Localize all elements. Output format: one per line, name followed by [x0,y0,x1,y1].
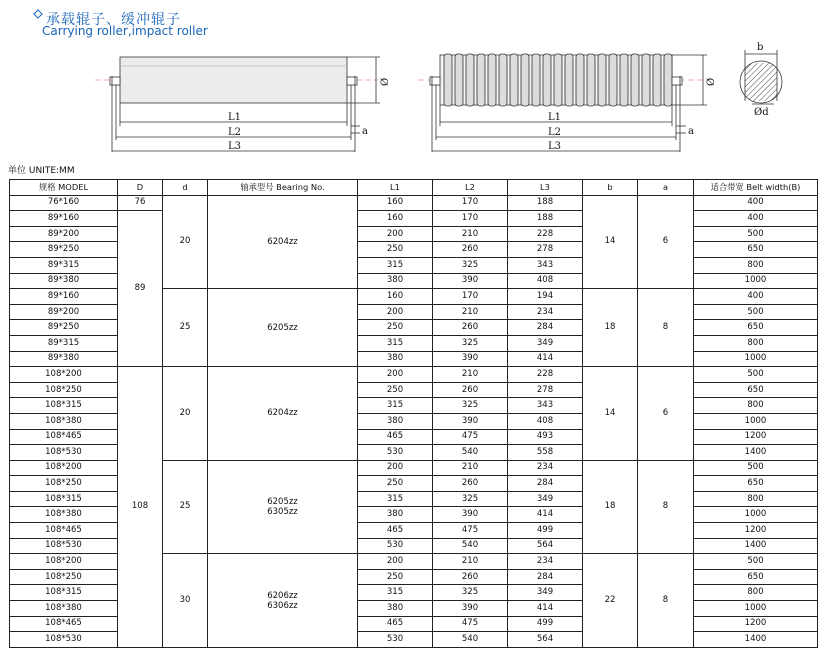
cell-d: 20 [163,367,208,461]
cell-l1: 465 [358,523,433,539]
cell-d: 25 [163,289,208,367]
cell-belt-width: 400 [694,211,818,227]
cell-l3: 408 [508,273,583,289]
cell-a: 8 [638,460,694,554]
cell-l3: 194 [508,289,583,305]
cell-l3: 414 [508,351,583,367]
cell-l1: 465 [358,429,433,445]
cell-model: 108*315 [10,585,118,601]
cell-model: 89*315 [10,257,118,273]
cell-l1: 200 [358,367,433,383]
left-a-label: a [362,126,368,137]
cell-model: 108*465 [10,429,118,445]
cell-l2: 260 [433,320,508,336]
cell-bearing: 6204zz [208,195,358,289]
unit-label: 单位 UNITE:MM [8,166,75,176]
mid-l3-label: L3 [548,141,562,152]
cell-l3: 234 [508,304,583,320]
cell-l1: 200 [358,460,433,476]
cell-l2: 210 [433,554,508,570]
th-l2: L2 [433,180,508,196]
cell-model: 108*465 [10,616,118,632]
cell-l3: 349 [508,491,583,507]
cell-l3: 499 [508,523,583,539]
cell-model: 89*250 [10,320,118,336]
cell-l1: 315 [358,398,433,414]
mid-l1-label: L1 [548,112,562,123]
cell-belt-width: 1000 [694,273,818,289]
cell-l3: 228 [508,367,583,383]
cell-model: 108*200 [10,554,118,570]
th-l1: L1 [358,180,433,196]
cell-belt-width: 500 [694,304,818,320]
left-l2-label: L2 [228,127,242,138]
cell-l2: 170 [433,195,508,211]
cell-belt-width: 800 [694,335,818,351]
cell-model: 89*160 [10,289,118,305]
cell-belt-width: 1000 [694,413,818,429]
cell-l2: 170 [433,211,508,227]
cell-l2: 210 [433,304,508,320]
cell-l1: 315 [358,585,433,601]
cell-l1: 250 [358,320,433,336]
cell-belt-width: 800 [694,491,818,507]
cell-bearing: 6204zz [208,367,358,461]
cell-b: 14 [583,195,638,289]
cell-l1: 530 [358,538,433,554]
cell-model: 108*250 [10,382,118,398]
cell-l3: 278 [508,382,583,398]
cell-model: 89*200 [10,226,118,242]
cell-l1: 380 [358,507,433,523]
cell-l1: 200 [358,554,433,570]
cell-l1: 250 [358,569,433,585]
cell-belt-width: 650 [694,569,818,585]
cell-l3: 558 [508,445,583,461]
cell-belt-width: 800 [694,257,818,273]
cell-l3: 349 [508,585,583,601]
table-row [10,195,818,211]
cell-l2: 325 [433,257,508,273]
cell-l3: 343 [508,257,583,273]
mid-phi-label: Ø [706,77,717,86]
cell-bearing: 6206zz 6306zz [208,554,358,648]
cell-l1: 380 [358,601,433,617]
cell-D: 76 [118,195,163,211]
cell-model: 108*530 [10,445,118,461]
cell-l3: 564 [508,538,583,554]
cell-bearing: 6205zz 6305zz [208,460,358,554]
cell-l2: 540 [433,538,508,554]
cell-l3: 278 [508,242,583,258]
cell-d: 30 [163,554,208,648]
section-b-label: b [757,42,764,53]
th-belt-width: 适合带宽 Belt width(B) [694,180,818,196]
cell-l3: 564 [508,632,583,648]
cell-model: 108*530 [10,632,118,648]
cell-belt-width: 500 [694,226,818,242]
cell-b: 14 [583,367,638,461]
cell-l1: 250 [358,382,433,398]
cell-l3: 414 [508,507,583,523]
th-l3: L3 [508,180,583,196]
left-l1-label: L1 [228,112,242,123]
cell-b: 18 [583,289,638,367]
cell-belt-width: 650 [694,476,818,492]
cell-b: 18 [583,460,638,554]
cell-l2: 475 [433,429,508,445]
cell-model: 108*380 [10,413,118,429]
cell-belt-width: 800 [694,585,818,601]
page-title-en: Carrying roller,impact roller [42,24,208,38]
cell-belt-width: 1200 [694,523,818,539]
cell-belt-width: 400 [694,289,818,305]
cell-belt-width: 1400 [694,445,818,461]
cell-model: 89*380 [10,351,118,367]
cell-l3: 408 [508,413,583,429]
cell-belt-width: 1000 [694,351,818,367]
th-a: a [638,180,694,196]
cell-belt-width: 500 [694,554,818,570]
cell-a: 8 [638,554,694,648]
cell-belt-width: 1200 [694,616,818,632]
cell-model: 89*250 [10,242,118,258]
cell-belt-width: 800 [694,398,818,414]
cell-belt-width: 650 [694,242,818,258]
cell-belt-width: 1200 [694,429,818,445]
cell-model: 76*160 [10,195,118,211]
th-D: D [118,180,163,196]
cell-l3: 284 [508,320,583,336]
cell-l1: 160 [358,289,433,305]
cell-l2: 260 [433,476,508,492]
mid-a-label: a [688,126,694,137]
cell-model: 108*250 [10,569,118,585]
cell-D: 108 [118,367,163,648]
cell-l3: 234 [508,554,583,570]
cell-l1: 380 [358,413,433,429]
spec-table [9,179,818,648]
page-title-cn: 承载辊子、缓冲辊子 [46,12,181,28]
cell-l2: 390 [433,351,508,367]
cell-model: 89*160 [10,211,118,227]
cell-l3: 414 [508,601,583,617]
left-phi-label: Ø [380,77,391,86]
cell-l1: 200 [358,304,433,320]
cell-b: 22 [583,554,638,648]
section-d-label: Ød [754,107,769,118]
cell-model: 108*315 [10,491,118,507]
cell-l2: 390 [433,413,508,429]
cell-l2: 260 [433,242,508,258]
cell-l3: 228 [508,226,583,242]
cell-l3: 493 [508,429,583,445]
cell-model: 89*315 [10,335,118,351]
cell-l1: 315 [358,257,433,273]
cell-belt-width: 1400 [694,632,818,648]
table-header-row [10,180,818,196]
cell-l1: 380 [358,273,433,289]
cell-l1: 160 [358,195,433,211]
cell-l3: 499 [508,616,583,632]
table-row [10,367,818,383]
cell-l2: 260 [433,569,508,585]
cell-l2: 210 [433,226,508,242]
cell-l3: 188 [508,195,583,211]
cell-l1: 380 [358,351,433,367]
cell-a: 6 [638,195,694,289]
cell-l3: 284 [508,569,583,585]
table-row [10,211,818,227]
cell-l2: 475 [433,616,508,632]
cell-l1: 250 [358,242,433,258]
cell-model: 108*380 [10,601,118,617]
cell-l2: 325 [433,585,508,601]
cell-l1: 200 [358,226,433,242]
cell-l2: 540 [433,445,508,461]
cell-D: 89 [118,211,163,367]
cell-model: 108*530 [10,538,118,554]
cell-l1: 530 [358,632,433,648]
cell-l2: 210 [433,367,508,383]
cell-d: 20 [163,195,208,289]
cell-l3: 349 [508,335,583,351]
cell-l1: 315 [358,335,433,351]
cell-belt-width: 1000 [694,601,818,617]
th-b: b [583,180,638,196]
cell-model: 89*200 [10,304,118,320]
th-d: d [163,180,208,196]
cell-l2: 325 [433,398,508,414]
cell-l1: 465 [358,616,433,632]
cell-l3: 188 [508,211,583,227]
cell-belt-width: 400 [694,195,818,211]
cell-model: 108*380 [10,507,118,523]
cell-l3: 284 [508,476,583,492]
cell-model: 89*380 [10,273,118,289]
cell-a: 8 [638,289,694,367]
cell-l2: 325 [433,491,508,507]
cell-belt-width: 500 [694,367,818,383]
cell-model: 108*250 [10,476,118,492]
cell-l1: 530 [358,445,433,461]
cell-l2: 260 [433,382,508,398]
cell-belt-width: 1400 [694,538,818,554]
cell-model: 108*315 [10,398,118,414]
cell-bearing: 6205zz [208,289,358,367]
cell-l2: 210 [433,460,508,476]
th-model: 规格 MODEL [10,180,118,196]
cell-l2: 390 [433,273,508,289]
cell-belt-width: 1000 [694,507,818,523]
mid-l2-label: L2 [548,127,562,138]
cell-l1: 315 [358,491,433,507]
cell-d: 25 [163,460,208,554]
cell-belt-width: 500 [694,460,818,476]
cell-l2: 390 [433,601,508,617]
cell-l1: 250 [358,476,433,492]
cell-l2: 540 [433,632,508,648]
cell-model: 108*200 [10,367,118,383]
cell-l2: 390 [433,507,508,523]
cell-l2: 170 [433,289,508,305]
cell-belt-width: 650 [694,320,818,336]
cell-model: 108*465 [10,523,118,539]
roller-diagram [0,0,828,170]
cell-belt-width: 650 [694,382,818,398]
cell-l2: 325 [433,335,508,351]
cell-a: 6 [638,367,694,461]
cell-l3: 234 [508,460,583,476]
cell-model: 108*200 [10,460,118,476]
cell-l1: 160 [358,211,433,227]
left-l3-label: L3 [228,141,242,152]
th-bearing: 轴承型号 Bearing No. [208,180,358,196]
cell-l3: 343 [508,398,583,414]
cell-l2: 475 [433,523,508,539]
